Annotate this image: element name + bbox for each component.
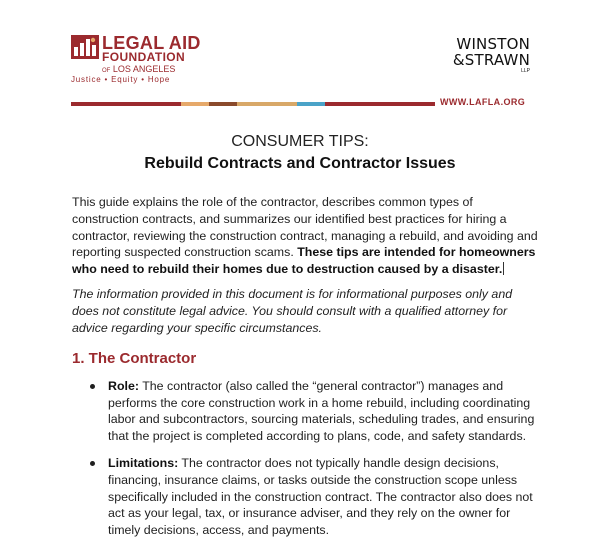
intro-bold-text: These tips are intended for homeowners who need to rebuild their homes due to destruction caused by a disaster. [72, 245, 536, 277]
document-title: Rebuild Contracts and Contractor Issues [144, 155, 456, 172]
bullet-term: Limitations: [108, 456, 179, 471]
bullet-icon [90, 384, 95, 389]
band-segment [297, 102, 325, 106]
llp-label: LLP [521, 68, 530, 74]
legal-aid-logo [71, 33, 211, 85]
band-segment [325, 102, 435, 106]
strawn-line: &STRAWN [452, 51, 530, 69]
logo-line-foundation: FOUNDATION [102, 50, 186, 64]
bullet-term: Role: [108, 379, 139, 393]
list-item [90, 455, 540, 538]
bullet-text: The contractor (also called the “general contractor”) manages and performs the core construction work in a home rebuild, including coordinating labor and subcontractors, sourcing materials, scheduling trades, and ensuring that the project is completed according to plans, code, and safety standards. [108, 379, 535, 443]
band-segment [209, 102, 237, 106]
section-heading: 1. The Contractor [72, 350, 197, 367]
bullet-text: The contractor does not typically handle design decisions, financing, insurance claims, or tasks outside the construction scope unless specifically included in the construction contract. The contractor also does not act as your legal, tax, or insurance adviser, and they rely on the owner for timely decisions, access, and payments. [108, 456, 533, 537]
city-hall-icon [71, 35, 99, 59]
logo-tagline: Justice • Equity • Hope [71, 75, 171, 84]
logo-of: OF [102, 68, 111, 74]
band-segment [181, 102, 209, 106]
text-cursor [503, 262, 504, 275]
bullet-icon [90, 461, 95, 466]
document-kicker: CONSUMER TIPS: [231, 133, 369, 150]
intro-paragraph [72, 194, 542, 278]
list-item [90, 378, 540, 444]
intro-text: This guide explains the role of the contractor, describes common types of construction contracts, and summarizes our identified best practices for hiring a contractor, reviewing the construction contract, managing a rebuild, and avoiding and reporting suspected construction scams. [72, 195, 538, 260]
disclaimer-paragraph: The information provided in this document is for informational purposes only and does not constitute legal advice. You should consult with a qualified attorney for advice regarding your specific circumstances. [72, 287, 513, 335]
band-segment [237, 102, 297, 106]
color-band [71, 102, 435, 106]
bullet-list [90, 378, 540, 549]
winston-line: WINSTON [456, 35, 530, 53]
band-segment [71, 102, 181, 106]
website-link[interactable]: WWW.LAFLA.ORG [440, 97, 526, 107]
logo-los-angeles: LOS ANGELES [112, 64, 176, 74]
logo-line-legal-aid: LEGAL AID [102, 33, 201, 53]
winston-strawn-logo [430, 36, 530, 74]
